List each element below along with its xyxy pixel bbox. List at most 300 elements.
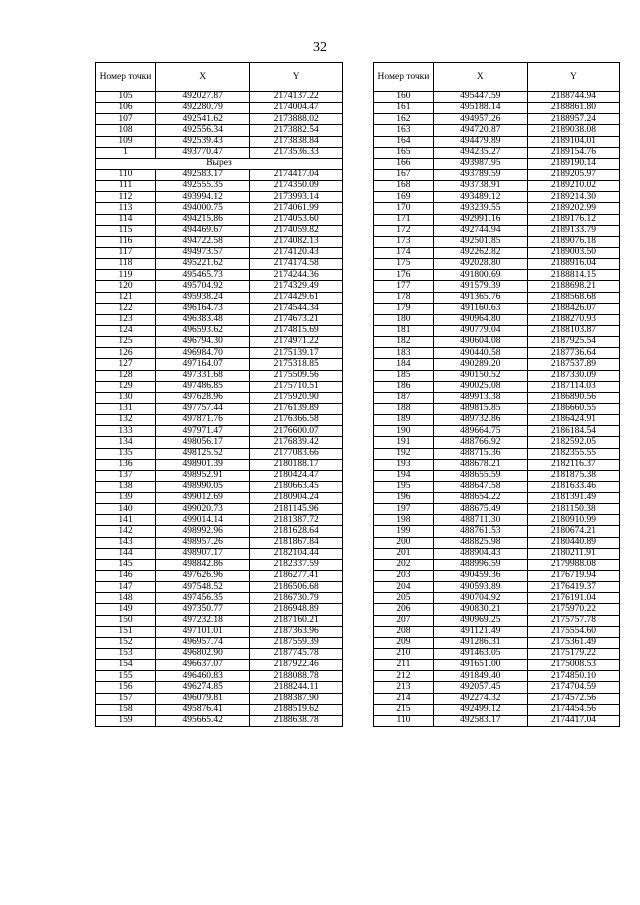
cell-y: 2176191.04 (527, 593, 619, 604)
table-row (96, 604, 343, 615)
cell-x: 494973.57 (155, 247, 250, 258)
cell-point-number: 174 (374, 247, 434, 258)
table-row (374, 192, 620, 203)
table-row (374, 348, 620, 359)
cell-x: 494722.58 (155, 236, 250, 247)
cell-x: 494957.26 (433, 114, 527, 125)
cell-x: 496984.70 (155, 348, 250, 359)
cell-x: 495665.42 (155, 715, 250, 726)
cell-x: 490593.89 (433, 582, 527, 593)
cell-point-number: 203 (374, 571, 434, 582)
cell-point-number: 143 (96, 537, 156, 548)
cell-y: 2189210.02 (527, 181, 619, 192)
cell-point-number: 134 (96, 437, 156, 448)
cell-x: 493987.95 (433, 158, 527, 169)
table-row (374, 169, 620, 180)
cell-point-number: 189 (374, 415, 434, 426)
cell-y: 2174454.56 (527, 704, 619, 715)
table-row (374, 114, 620, 125)
table-header-row (96, 63, 343, 92)
cell-x: 497350.77 (155, 604, 250, 615)
cell-y: 2174850.10 (527, 671, 619, 682)
cell-point-number: 152 (96, 637, 156, 648)
cell-x: 493489.12 (433, 192, 527, 203)
table-row (374, 214, 620, 225)
table-row (96, 270, 343, 281)
table-row (374, 537, 620, 548)
cell-point-number: 197 (374, 504, 434, 515)
cell-y: 2174350.09 (250, 181, 343, 192)
cell-x: 496794.30 (155, 337, 250, 348)
cell-x: 496637.07 (155, 660, 250, 671)
table-row (96, 203, 343, 214)
table-row (374, 303, 620, 314)
cell-point-number: 193 (374, 459, 434, 470)
table-row (96, 169, 343, 180)
table-row (374, 682, 620, 693)
cell-x: 492991.16 (433, 214, 527, 225)
cell-y: 2188744.94 (527, 92, 619, 103)
cell-y: 2180440.89 (527, 537, 619, 548)
cell-x: 491849.40 (433, 671, 527, 682)
cell-y: 2174082.13 (250, 236, 343, 247)
cell-point-number: 157 (96, 693, 156, 704)
table-row (374, 515, 620, 526)
table-row (96, 136, 343, 147)
cell-y: 2189214.30 (527, 192, 619, 203)
cell-y: 2175139.17 (250, 348, 343, 359)
cell-point-number: 131 (96, 403, 156, 414)
cell-point-number: 164 (374, 136, 434, 147)
cell-x: 492583.17 (433, 715, 527, 726)
table-row (374, 637, 620, 648)
cell-y: 2186424.91 (527, 415, 619, 426)
cell-x: 496079.81 (155, 693, 250, 704)
cell-y: 2177083.66 (250, 448, 343, 459)
cell-y: 2179988.08 (527, 559, 619, 570)
cell-y: 2180904.24 (250, 493, 343, 504)
cell-point-number: 112 (96, 192, 156, 203)
table-row (96, 348, 343, 359)
cell-point-number: 163 (374, 125, 434, 136)
cell-y: 2181145.96 (250, 504, 343, 515)
cell-x: 492539.43 (155, 136, 250, 147)
cell-y: 2174174.58 (250, 259, 343, 270)
cell-point-number: 118 (96, 259, 156, 270)
table-row (96, 181, 343, 192)
table-header-row (374, 63, 620, 92)
table-row (374, 203, 620, 214)
cell-y: 2173838.84 (250, 136, 343, 147)
cell-point-number: 136 (96, 459, 156, 470)
cell-point-number: 194 (374, 470, 434, 481)
cell-y: 2175554.60 (527, 626, 619, 637)
cell-y: 2174137.22 (250, 92, 343, 103)
cell-x: 488711.30 (433, 515, 527, 526)
table-row (96, 537, 343, 548)
cell-x: 497626.96 (155, 571, 250, 582)
cell-y: 2189154.76 (527, 147, 619, 158)
cell-y: 2174329.49 (250, 281, 343, 292)
cell-point-number: 181 (374, 325, 434, 336)
table-row (96, 192, 343, 203)
cell-point-number: 113 (96, 203, 156, 214)
cell-y: 2175710.51 (250, 381, 343, 392)
header-point-number: Номер точки (374, 63, 434, 92)
cell-x: 491800.69 (433, 270, 527, 281)
cell-y: 2188814.15 (527, 270, 619, 281)
cell-point-number: 175 (374, 259, 434, 270)
cell-x: 488996.59 (433, 559, 527, 570)
cell-x: 497456.35 (155, 593, 250, 604)
cell-point-number: 182 (374, 337, 434, 348)
cell-y: 2188088.78 (250, 671, 343, 682)
cell-point-number: 158 (96, 704, 156, 715)
table-row (96, 147, 343, 158)
cell-y: 2174815.69 (250, 325, 343, 336)
cell-point-number: 188 (374, 403, 434, 414)
table-row (96, 448, 343, 459)
table-row (374, 593, 620, 604)
table-row (96, 314, 343, 325)
cell-point-number: 209 (374, 637, 434, 648)
cell-x: 490150.52 (433, 370, 527, 381)
cell-point-number: 129 (96, 381, 156, 392)
cell-y: 2175361.49 (527, 637, 619, 648)
cell-y: 2173993.14 (250, 192, 343, 203)
cell-y: 2188244.11 (250, 682, 343, 693)
cell-y: 2188698.21 (527, 281, 619, 292)
cell-x: 498901.39 (155, 459, 250, 470)
table-row (96, 693, 343, 704)
cell-x: 488904.43 (433, 548, 527, 559)
cell-x: 491463.05 (433, 649, 527, 660)
cell-y: 2186890.56 (527, 392, 619, 403)
table-row (374, 158, 620, 169)
table-row (374, 571, 620, 582)
cell-point-number: 142 (96, 526, 156, 537)
table-row (96, 649, 343, 660)
cell-point-number: 127 (96, 359, 156, 370)
cell-x: 497971.47 (155, 426, 250, 437)
cell-x: 497548.52 (155, 582, 250, 593)
table-row (374, 470, 620, 481)
cell-x: 498125.52 (155, 448, 250, 459)
cell-y: 2175008.53 (527, 660, 619, 671)
cell-point-number: 202 (374, 559, 434, 570)
table-row (96, 682, 343, 693)
cell-point-number: 168 (374, 181, 434, 192)
table-row (374, 225, 620, 236)
table-row (374, 359, 620, 370)
cell-y: 2188270.93 (527, 314, 619, 325)
coordinates-table-left (95, 62, 343, 727)
cell-y: 2176139.89 (250, 403, 343, 414)
cell-x: 490604.08 (433, 337, 527, 348)
cell-point-number: 206 (374, 604, 434, 615)
table-row (96, 337, 343, 348)
cell-point-number: 123 (96, 314, 156, 325)
table-row (374, 370, 620, 381)
table-row (96, 114, 343, 125)
table-row (96, 715, 343, 726)
cell-x: 490459.36 (433, 571, 527, 582)
cell-x: 498952.91 (155, 470, 250, 481)
page-number: 32 (313, 40, 327, 55)
cell-y: 2174572.56 (527, 693, 619, 704)
section-label: Вырез (96, 158, 343, 169)
cell-point-number: 167 (374, 169, 434, 180)
cell-x: 492028.80 (433, 259, 527, 270)
cell-x: 489732.86 (433, 415, 527, 426)
table-row (96, 370, 343, 381)
cell-point-number: 138 (96, 481, 156, 492)
cell-x: 492274.32 (433, 693, 527, 704)
table-row (96, 526, 343, 537)
cell-point-number: 114 (96, 214, 156, 225)
cell-x: 492280.79 (155, 103, 250, 114)
cell-point-number: 172 (374, 225, 434, 236)
cell-x: 493789.59 (433, 169, 527, 180)
table-row (374, 660, 620, 671)
cell-x: 499020.73 (155, 504, 250, 515)
cell-point-number: 149 (96, 604, 156, 615)
table-row (96, 593, 343, 604)
cell-point-number: 198 (374, 515, 434, 526)
cell-y: 2174429.61 (250, 292, 343, 303)
cell-point-number: 140 (96, 504, 156, 515)
table-row (374, 292, 620, 303)
cell-point-number: 122 (96, 303, 156, 314)
cell-x: 494215.86 (155, 214, 250, 225)
table-row (96, 415, 343, 426)
table-row (374, 649, 620, 660)
table-row (374, 337, 620, 348)
cell-y: 2176839.42 (250, 437, 343, 448)
cell-point-number: 180 (374, 314, 434, 325)
cell-point-number: 126 (96, 348, 156, 359)
cell-x: 491160.63 (433, 303, 527, 314)
cell-y: 2174673.21 (250, 314, 343, 325)
table-row (96, 92, 343, 103)
cell-x: 492027.87 (155, 92, 250, 103)
table-row (374, 481, 620, 492)
cell-x: 490025.08 (433, 381, 527, 392)
cell-y: 2176719.94 (527, 571, 619, 582)
table-row (96, 403, 343, 414)
cell-x: 494720.87 (433, 125, 527, 136)
cell-y: 2187160.21 (250, 615, 343, 626)
cell-x: 490779.04 (433, 325, 527, 336)
cell-x: 494000.75 (155, 203, 250, 214)
cell-point-number: 109 (96, 136, 156, 147)
cell-point-number: 176 (374, 270, 434, 281)
table-row (374, 325, 620, 336)
cell-point-number: 130 (96, 392, 156, 403)
cell-x: 495938.24 (155, 292, 250, 303)
cell-point-number: 153 (96, 649, 156, 660)
table-row (96, 459, 343, 470)
cell-x: 497232.18 (155, 615, 250, 626)
table-row (96, 236, 343, 247)
cell-y: 2173536.33 (250, 147, 343, 158)
table-row (374, 181, 620, 192)
cell-point-number: 147 (96, 582, 156, 593)
cell-y: 2180674.21 (527, 526, 619, 537)
cell-point-number: 192 (374, 448, 434, 459)
header-x: X (433, 63, 527, 92)
cell-point-number: 115 (96, 225, 156, 236)
cell-point-number: 200 (374, 537, 434, 548)
cell-x: 498990.05 (155, 481, 250, 492)
table-row (374, 125, 620, 136)
cell-x: 489664.75 (433, 426, 527, 437)
table-row (374, 259, 620, 270)
cell-y: 2180188.17 (250, 459, 343, 470)
cell-point-number: 207 (374, 615, 434, 626)
cell-point-number: 184 (374, 359, 434, 370)
cell-point-number: 173 (374, 236, 434, 247)
cell-point-number: 137 (96, 470, 156, 481)
cell-point-number: 179 (374, 303, 434, 314)
cell-x: 490964.80 (433, 314, 527, 325)
cell-x: 495221.62 (155, 259, 250, 270)
table-row (374, 715, 620, 726)
cell-point-number: 160 (374, 92, 434, 103)
table-row (374, 493, 620, 504)
cell-x: 489913.38 (433, 392, 527, 403)
cell-y: 2188957.24 (527, 114, 619, 125)
table-row (96, 626, 343, 637)
cell-point-number: 111 (96, 181, 156, 192)
table-row (96, 303, 343, 314)
cell-y: 2182116.37 (527, 459, 619, 470)
cell-x: 490830.21 (433, 604, 527, 615)
cell-y: 2174417.04 (250, 169, 343, 180)
table-row (96, 559, 343, 570)
cell-point-number: 106 (96, 103, 156, 114)
cell-x: 488761.53 (433, 526, 527, 537)
table-row (374, 92, 620, 103)
cell-x: 490440.58 (433, 348, 527, 359)
table-row (374, 459, 620, 470)
table-row (96, 125, 343, 136)
cell-point-number: 201 (374, 548, 434, 559)
cell-x: 494235.27 (433, 147, 527, 158)
cell-x: 493770.47 (155, 147, 250, 158)
cell-point-number: 212 (374, 671, 434, 682)
cell-y: 2189076.18 (527, 236, 619, 247)
cell-y: 2175970.22 (527, 604, 619, 615)
cell-x: 498957.26 (155, 537, 250, 548)
cell-y: 2188387.90 (250, 693, 343, 704)
cell-x: 499014.14 (155, 515, 250, 526)
cell-x: 488715.36 (433, 448, 527, 459)
cell-y: 2186506.68 (250, 582, 343, 593)
cell-x: 497757.44 (155, 403, 250, 414)
cell-x: 495876.41 (155, 704, 250, 715)
cell-x: 493239.55 (433, 203, 527, 214)
cell-y: 2186660.55 (527, 403, 619, 414)
cell-y: 2189003.50 (527, 247, 619, 258)
cell-y: 2181150.38 (527, 504, 619, 515)
cell-point-number: 162 (374, 114, 434, 125)
cell-point-number: 135 (96, 448, 156, 459)
cell-y: 2175920.90 (250, 392, 343, 403)
table-row (374, 693, 620, 704)
cell-point-number: 178 (374, 292, 434, 303)
cell-y: 2188426.07 (527, 303, 619, 314)
cell-point-number: 141 (96, 515, 156, 526)
table-row (96, 158, 343, 169)
cell-x: 496957.74 (155, 637, 250, 648)
cell-y: 2181633.46 (527, 481, 619, 492)
cell-point-number: 211 (374, 660, 434, 671)
cell-y: 2186948.89 (250, 604, 343, 615)
table-row (96, 548, 343, 559)
cell-y: 2189104.01 (527, 136, 619, 147)
cell-x: 499012.69 (155, 493, 250, 504)
table-row (96, 493, 343, 504)
cell-y: 2186730.79 (250, 593, 343, 604)
table-row (96, 437, 343, 448)
table-row (96, 426, 343, 437)
table-row (374, 247, 620, 258)
table-row (96, 470, 343, 481)
cell-y: 2180424.47 (250, 470, 343, 481)
table-row (96, 292, 343, 303)
cell-point-number: 144 (96, 548, 156, 559)
cell-y: 2175179.22 (527, 649, 619, 660)
cell-y: 2181875.38 (527, 470, 619, 481)
header-x: X (155, 63, 250, 92)
cell-x: 488675.49 (433, 504, 527, 515)
cell-y: 2188916.04 (527, 259, 619, 270)
cell-point-number: 185 (374, 370, 434, 381)
table-row (374, 415, 620, 426)
cell-point-number: 155 (96, 671, 156, 682)
cell-point-number: 121 (96, 292, 156, 303)
cell-point-number: 145 (96, 559, 156, 570)
cell-x: 495704.92 (155, 281, 250, 292)
cell-x: 494479.89 (433, 136, 527, 147)
table-row (374, 281, 620, 292)
cell-y: 2187745.78 (250, 649, 343, 660)
table-row (96, 392, 343, 403)
cell-x: 492501.85 (433, 236, 527, 247)
cell-point-number: 105 (96, 92, 156, 103)
cell-x: 492556.34 (155, 125, 250, 136)
cell-point-number: 187 (374, 392, 434, 403)
cell-point-number: 171 (374, 214, 434, 225)
cell-point-number: 210 (374, 649, 434, 660)
cell-x: 488647.58 (433, 481, 527, 492)
table-row (96, 103, 343, 114)
cell-y: 2186277.41 (250, 571, 343, 582)
cell-point-number: 199 (374, 526, 434, 537)
cell-y: 2189176.12 (527, 214, 619, 225)
cell-y: 2187330.09 (527, 370, 619, 381)
cell-y: 2176366.58 (250, 415, 343, 426)
cell-y: 2181387.72 (250, 515, 343, 526)
cell-y: 2174004.47 (250, 103, 343, 114)
table-row (374, 582, 620, 593)
cell-y: 2189202.99 (527, 203, 619, 214)
table-row (96, 281, 343, 292)
table-row (96, 637, 343, 648)
cell-point-number: 191 (374, 437, 434, 448)
cell-y: 2182104.44 (250, 548, 343, 559)
